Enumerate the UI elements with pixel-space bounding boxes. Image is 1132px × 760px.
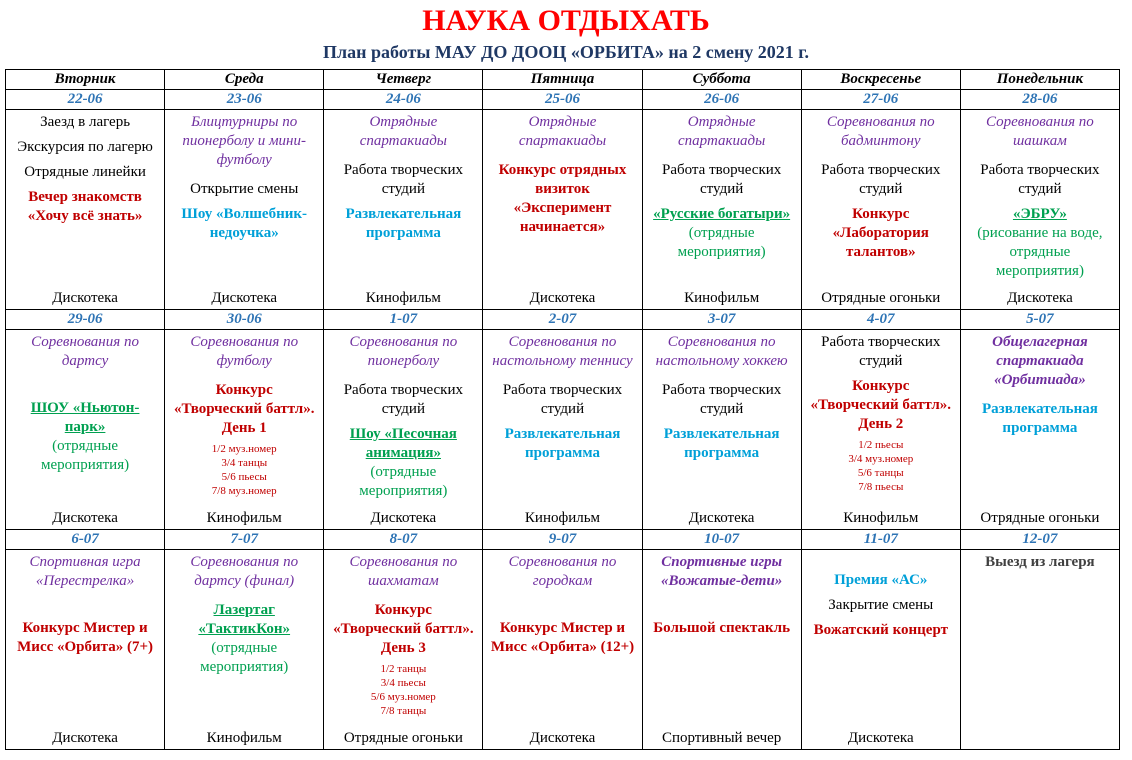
day-name-header: Понедельник (961, 70, 1120, 90)
activity-item: Работа творческих студий (661, 162, 782, 197)
day-cell (6, 110, 165, 310)
day-cell (6, 330, 165, 530)
day-activities (649, 553, 795, 642)
activity-item: Блицтурниры по пионерболу и мини-футболу (182, 114, 306, 168)
activity-item: Заезд в лагерь (40, 114, 131, 130)
day-cell (324, 110, 483, 310)
activity-item: Экскурсия по лагерю (17, 139, 153, 155)
activity-item: 3/4 танцы (221, 457, 268, 469)
day-activities (171, 113, 317, 249)
activity-item: Конкурс Мистер и Мисс «Орбита» (7+) (17, 620, 153, 655)
day-activities (12, 333, 158, 481)
activity-item: Соревнования по шашкам (986, 114, 1094, 149)
day-activities (330, 553, 476, 718)
activity-item: Работа творческих студий (343, 162, 463, 197)
day-cell (324, 550, 483, 750)
activity-item: (рисование на воде, отрядные мероприятия) (977, 225, 1103, 279)
day-cell (165, 330, 324, 530)
activity-item: Работа творческих студий (980, 162, 1100, 197)
activity-item: Работа творческих студий (502, 382, 623, 417)
activity-item: Работа творческих студий (343, 382, 463, 417)
day-cell (643, 330, 802, 530)
activity-item: Соревнования по настольному теннису (492, 334, 633, 369)
evening-event: Кинофильм (206, 510, 282, 526)
day-cell (961, 550, 1120, 750)
activity-item: 1/2 танцы (380, 663, 427, 675)
day-activities (171, 553, 317, 683)
day-activities (967, 113, 1113, 287)
evening-event: Кинофильм (684, 290, 760, 306)
activity-item: Соревнования по дартсу (финал) (190, 554, 299, 589)
day-cell (324, 330, 483, 530)
activity-item: Большой спектакль (653, 620, 791, 636)
activity-item: Лазертаг «ТактикКон» (198, 602, 291, 637)
day-cell (961, 330, 1120, 530)
evening-event: Кинофильм (365, 290, 441, 306)
evening-event: Дискотека (688, 510, 755, 526)
evening-event: Отрядные огоньки (980, 510, 1100, 526)
date-cell: 6-07 (6, 530, 165, 550)
date-cell: 4-07 (802, 310, 961, 330)
activity-item: Развлекательная программа (504, 426, 621, 461)
activity-item: Отрядные спартакиады (359, 114, 447, 149)
day-activities (12, 113, 158, 230)
activity-item: (отрядные мероприятия) (359, 464, 448, 499)
activity-item: Соревнования по пионерболу (349, 334, 458, 369)
activity-item: «Русские богатыри» (653, 206, 791, 222)
date-cell: 29-06 (6, 310, 165, 330)
day-cell (802, 550, 961, 750)
day-name-header: Среда (165, 70, 324, 90)
activity-item: «ЭБРУ» (1012, 206, 1067, 222)
activity-item: Соревнования по футболу (190, 334, 299, 369)
date-cell: 25-06 (483, 90, 642, 110)
day-activities (967, 553, 1113, 572)
evening-event: Отрядные огоньки (821, 290, 941, 306)
day-name-header: Четверг (324, 70, 483, 90)
day-activities (808, 333, 954, 494)
activity-item: (отрядные мероприятия) (41, 438, 130, 473)
evening-event: Дискотека (847, 730, 914, 746)
day-activities (489, 333, 635, 469)
activity-item: Выезд из лагеря (985, 554, 1095, 570)
day-activities (649, 113, 795, 268)
evening-event: Спортивный вечер (661, 730, 782, 746)
activity-item: Конкурс «Творческий баттл». День 1 (173, 382, 315, 436)
activity-item: Соревнования по дартсу (31, 334, 139, 369)
day-cell (483, 330, 642, 530)
activity-item: 1/2 пьесы (858, 439, 904, 451)
day-cell (961, 110, 1120, 310)
date-cell: 7-07 (165, 530, 324, 550)
day-name-header: Пятница (483, 70, 642, 90)
date-cell: 22-06 (6, 90, 165, 110)
activity-item: Соревнования по шахматам (349, 554, 458, 589)
date-cell: 10-07 (643, 530, 802, 550)
activity-item: Вожатский концерт (813, 622, 948, 638)
activity-item: 7/8 пьесы (858, 481, 904, 493)
day-name-header: Суббота (643, 70, 802, 90)
activity-item: Конкурс «Лаборатория талантов» (832, 206, 929, 260)
date-cell: 24-06 (324, 90, 483, 110)
day-cell (802, 110, 961, 310)
activity-item: 7/8 муз.номер (211, 485, 277, 497)
activity-item: 5/6 пьесы (221, 471, 267, 483)
activity-item: Соревнования по настольному хоккею (655, 334, 788, 369)
activity-item: ШОУ «Ньютон-парк» (30, 400, 140, 435)
date-cell: 9-07 (483, 530, 642, 550)
activity-item: Шоу «Волшебник-недоучка» (181, 206, 308, 241)
day-cell (483, 110, 642, 310)
activity-item: Общелагерная спартакиада «Орбитиада» (992, 334, 1088, 388)
date-cell: 2-07 (483, 310, 642, 330)
day-activities (171, 333, 317, 498)
activity-item: 5/6 танцы (857, 467, 904, 479)
activity-item: 7/8 танцы (380, 705, 427, 717)
activity-item: Конкурс «Творческий баттл». День 3 (333, 602, 474, 656)
activity-item: 3/4 пьесы (380, 677, 426, 689)
activity-item: 3/4 муз.номер (848, 453, 914, 465)
activity-item: Соревнования по бадминтону (826, 114, 935, 149)
date-cell: 1-07 (324, 310, 483, 330)
day-cell (483, 550, 642, 750)
day-name-header: Вторник (6, 70, 165, 90)
day-name-header: Воскресенье (802, 70, 961, 90)
activity-item: Спортивная игра «Перестрелка» (29, 554, 141, 589)
date-cell: 8-07 (324, 530, 483, 550)
activity-item: Спортивные игры «Вожатые-дети» (660, 554, 783, 589)
evening-event: Дискотека (529, 290, 596, 306)
day-activities (489, 113, 635, 241)
activity-item: Закрытие смены (828, 597, 934, 613)
day-cell (643, 550, 802, 750)
activity-item: Работа творческих студий (821, 334, 941, 369)
evening-event: Дискотека (52, 510, 118, 526)
day-cell (165, 110, 324, 310)
day-activities (489, 553, 635, 661)
activity-item: Отрядные спартакиады (678, 114, 766, 149)
activity-item: Работа творческих студий (821, 162, 941, 197)
date-cell: 3-07 (643, 310, 802, 330)
evening-event: Кинофильм (206, 730, 282, 746)
date-cell: 28-06 (961, 90, 1120, 110)
evening-event: Дискотека (1007, 290, 1073, 306)
date-cell: 5-07 (961, 310, 1120, 330)
page-title: НАУКА ОТДЫХАТЬ (422, 4, 710, 37)
activity-item: 5/6 муз.номер (370, 691, 436, 703)
date-cell: 30-06 (165, 310, 324, 330)
activity-item: Отрядные линейки (24, 164, 146, 180)
evening-event: Кинофильм (843, 510, 919, 526)
day-cell (6, 550, 165, 750)
day-cell (643, 110, 802, 310)
day-activities (330, 333, 476, 507)
activity-item: Отрядные спартакиады (518, 114, 607, 149)
activity-item: Конкурс Мистер и Мисс «Орбита» (12+) (490, 620, 635, 655)
date-cell: 27-06 (802, 90, 961, 110)
evening-event: Дискотека (370, 510, 437, 526)
activity-item: (отрядные мероприятия) (677, 225, 766, 260)
activity-item: Вечер знакомств «Хочу всё знать» (27, 189, 143, 224)
day-cell (165, 550, 324, 750)
day-cell (802, 330, 961, 530)
activity-item: Открытие смены (190, 181, 299, 197)
date-cell: 26-06 (643, 90, 802, 110)
day-activities (808, 553, 954, 644)
activity-item: Соревнования по городкам (508, 554, 617, 589)
day-activities (967, 333, 1113, 444)
activity-item: 1/2 муз.номер (211, 443, 277, 455)
evening-event: Дискотека (529, 730, 596, 746)
activity-item: Работа творческих студий (661, 382, 782, 417)
activity-item: Развлекательная программа (982, 401, 1098, 436)
activity-item: Шоу «Песочная анимация» (349, 426, 457, 461)
day-activities (330, 113, 476, 249)
evening-event: Дискотека (52, 730, 118, 746)
activity-item: Развлекательная программа (663, 426, 780, 461)
activity-item: Конкурс «Творческий баттл». День 2 (810, 378, 952, 432)
day-activities (649, 333, 795, 469)
day-activities (808, 113, 954, 266)
schedule-table (5, 69, 1120, 750)
evening-event: Дискотека (52, 290, 118, 306)
evening-event: Отрядные огоньки (343, 730, 463, 746)
activity-item: (отрядные мероприятия) (200, 640, 289, 675)
evening-event: Дискотека (211, 290, 278, 306)
activity-item: Премия «АС» (834, 572, 928, 588)
date-cell: 23-06 (165, 90, 324, 110)
evening-event: Кинофильм (524, 510, 601, 526)
date-cell: 12-07 (961, 530, 1120, 550)
day-activities (12, 553, 158, 661)
activity-item: Конкурс отрядных визиток «Эксперимент начинается» (498, 162, 627, 235)
activity-item: Развлекательная программа (345, 206, 462, 241)
date-cell: 11-07 (802, 530, 961, 550)
page-subtitle: План работы МАУ ДО ДООЦ «ОРБИТА» на 2 смену 2021 г. (323, 42, 809, 62)
